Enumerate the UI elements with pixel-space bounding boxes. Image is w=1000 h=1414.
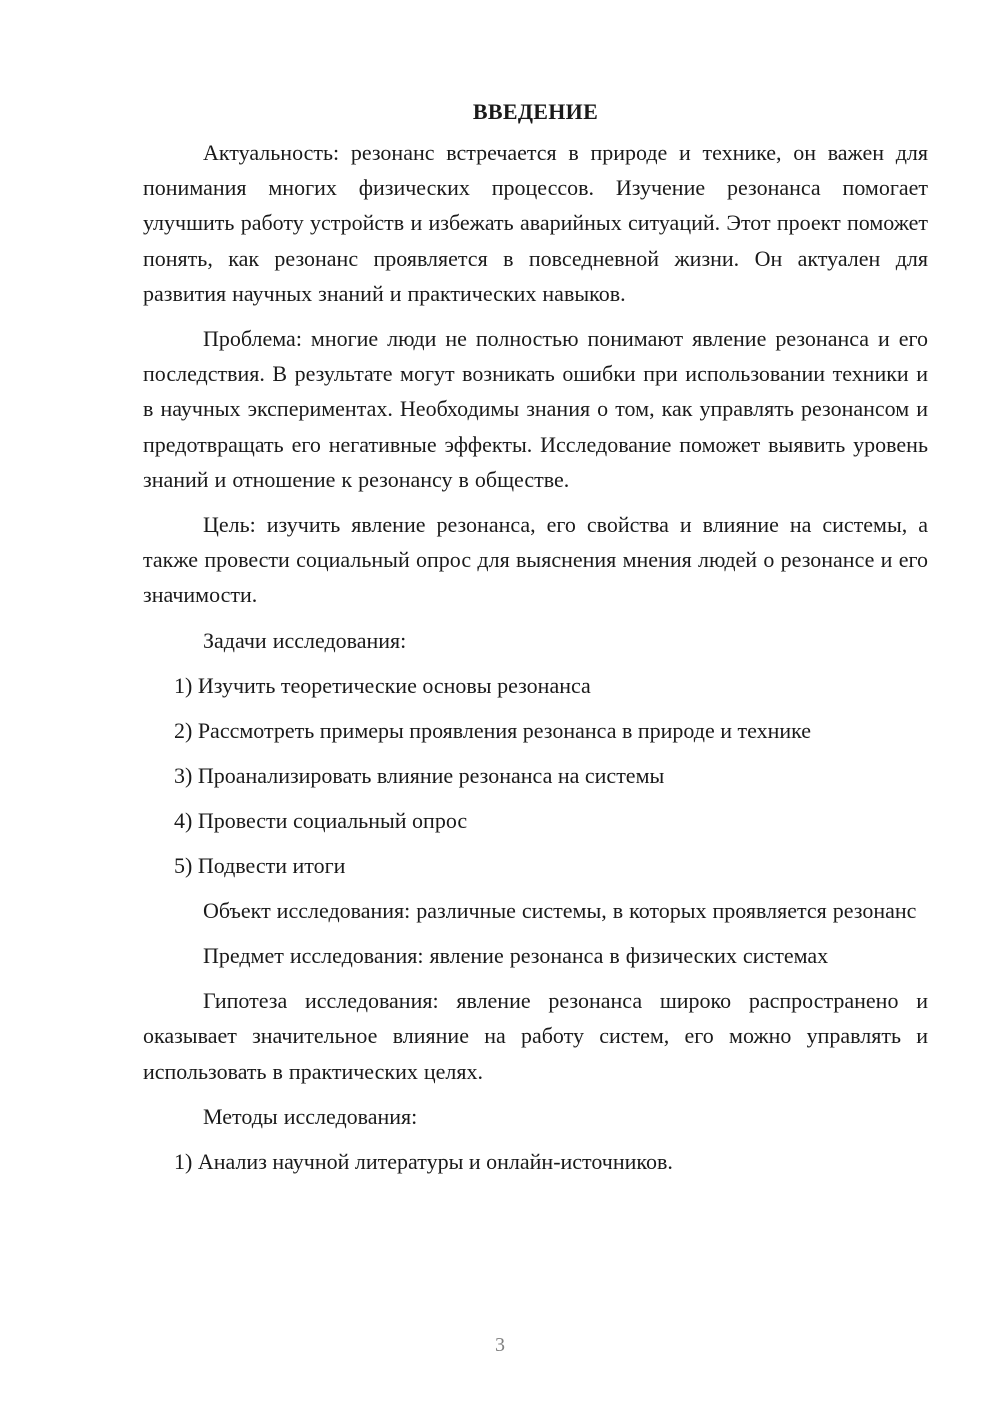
list-item: 5) Подвести итоги [174, 852, 346, 878]
tasks-list [143, 668, 928, 883]
list-item: 2) Рассмотреть примеры проявления резонанса в природе и технике [174, 717, 812, 743]
paragraph-goal: Цель: изучить явление резонанса, его свойства и влияние на системы, а также провести социальный опрос для выяснения мнения людей о резонансе и его значимости. [143, 512, 928, 608]
paragraph-hypothesis: Гипотеза исследования: явление резонанса широко распространено и оказывает значительное влияние на работу систем, его можно управлять и использовать в практических целях. [143, 988, 928, 1084]
page-title: ВВЕДЕНИЕ [472, 99, 599, 124]
list-item: 4) Провести социальный опрос [174, 807, 468, 833]
tasks-heading: Задачи исследования: [203, 627, 407, 653]
page-number: 3 [495, 1334, 505, 1356]
list-item: 1) Анализ научной литературы и онлайн-источников. [174, 1149, 673, 1175]
list-item: 1) Изучить теоретические основы резонанса [174, 672, 591, 698]
document-page [143, 94, 928, 1179]
paragraph-relevance: Актуальность: резонанс встречается в природе и технике, он важен для понимания многих физических процессов. Изучение резонанса помогает улучшить работу устройств и избежать аварийных ситуаций. Этот проект поможет понять, как резонанс проявляется в повседневной жизни. Он актуален для развития научных знаний и практических навыков. [143, 140, 928, 306]
paragraph-object: Объект исследования: различные системы, в которых проявляется резонанс [203, 897, 917, 923]
paragraph-problem: Проблема: многие люди не полностью понимают явление резонанса и его последствия. В результате могут возникать ошибки при использовании техники и в научных экспериментах. Необходимы знания о том, как управлять резонансом и предотвращать его негативные эффекты. Исследование поможет выявить уровень знаний и отношение к резонансу в обществе. [143, 326, 928, 492]
paragraph-subject: Предмет исследования: явление резонанса в физических системах [203, 943, 829, 969]
list-item: 3) Проанализировать влияние резонанса на системы [174, 762, 665, 788]
methods-heading: Методы исследования: [203, 1103, 418, 1129]
methods-list [143, 1144, 928, 1179]
